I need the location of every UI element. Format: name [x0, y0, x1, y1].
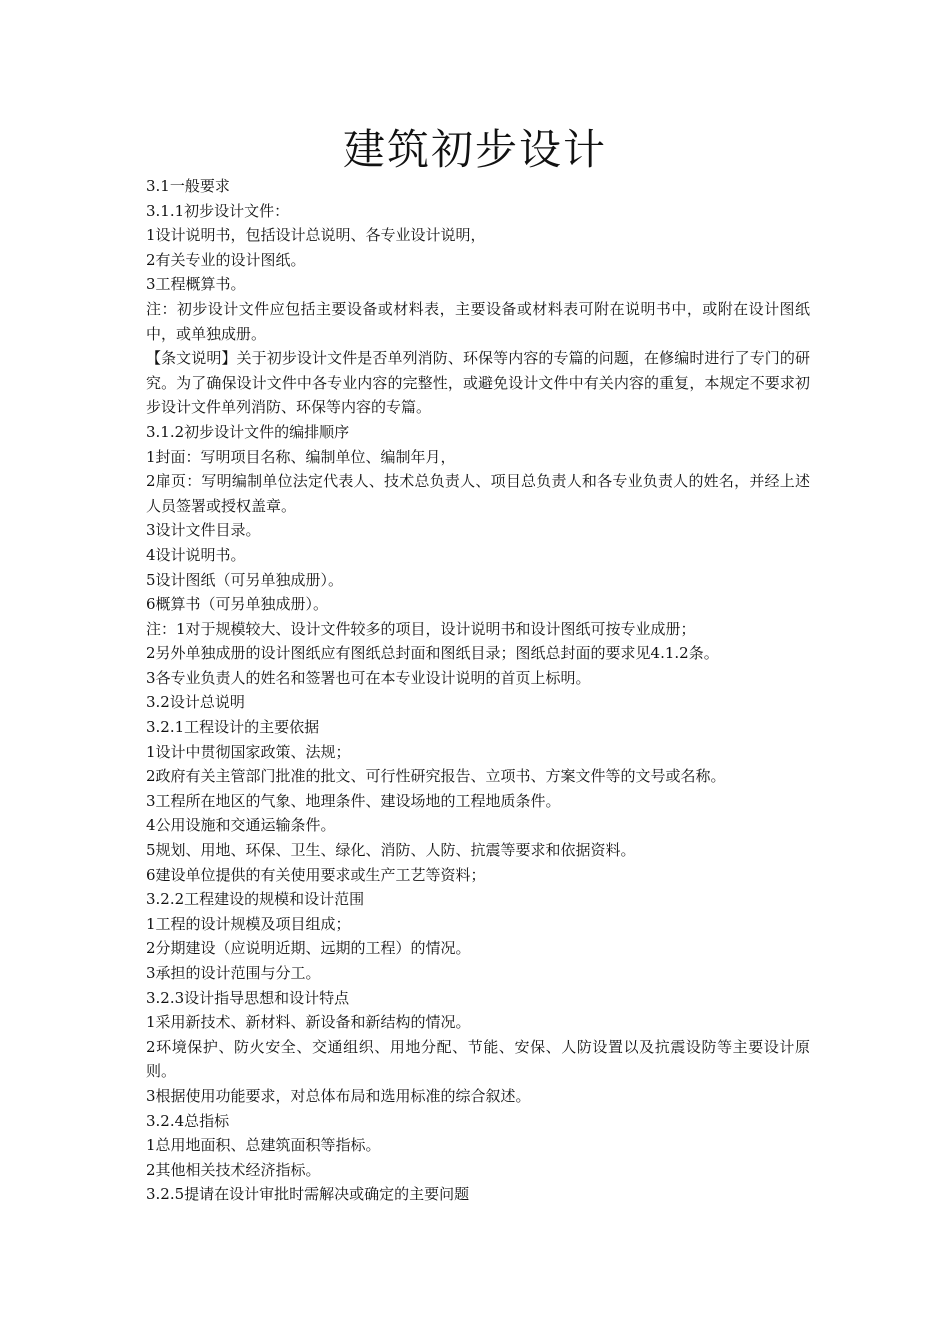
text-line: 5规划、用地、环保、卫生、绿化、消防、人防、抗震等要求和依据资料。 — [146, 841, 636, 860]
text-line: 2政府有关主管部门批准的批文、可行性研究报告、立项书、方案文件等的文号或名称。 — [146, 767, 726, 786]
text-line: 3工程概算书。 — [146, 275, 246, 294]
text-line: 3工程所在地区的气象、地理条件、建设场地的工程地质条件。 — [146, 791, 561, 810]
text-line: 1采用新技术、新材料、新设备和新结构的情况。 — [146, 1013, 471, 1032]
text-line: 1总用地面积、总建筑面积等指标。 — [146, 1136, 381, 1155]
text-line: 3.2.1工程设计的主要依据 — [146, 718, 320, 737]
text-line: 1设计中贯彻国家政策、法规； — [146, 742, 351, 761]
text-line: 4公用设施和交通运输条件。 — [146, 816, 336, 835]
text-line: 3承担的设计范围与分工。 — [146, 964, 321, 982]
text-line: 1设计说明书，包括设计总说明、各专业设计说明， — [146, 226, 486, 245]
text-line: 3.2.4总指标 — [146, 1111, 230, 1130]
text-line: 2另外单独成册的设计图纸应有图纸总封面和图纸目录；图纸总封面的要求见4.1.2条。 — [146, 644, 719, 663]
text-line: 3各专业负责人的姓名和签署也可在本专业设计说明的首页上标明。 — [146, 668, 591, 687]
text-line: 注：1对于规模较大、设计文件较多的项目，设计说明书和设计图纸可按专业成册； — [146, 619, 696, 638]
text-line: 3.1一般要求 — [146, 177, 230, 195]
text-line: 2分期建设（应说明近期、远期的工程）的情况。 — [146, 939, 471, 958]
text-line: 3.1.2初步设计文件的编排顺序 — [146, 422, 350, 441]
page-title: 建筑初步设计 — [342, 125, 607, 174]
text-line: 3.2.5提请在设计审批时需解决或确定的主要问题 — [146, 1185, 470, 1204]
text-line: 3.2.3设计指导思想和设计特点 — [146, 988, 350, 1007]
document-body — [146, 174, 810, 1207]
text-line: 注：初步设计文件应包括主要设备或材料表，主要设备或材料表可附在说明书中，或附在设计图纸中，或单独成册。 — [146, 299, 810, 343]
text-line: 2有关专业的设计图纸。 — [146, 250, 306, 269]
text-line: 4设计说明书。 — [146, 545, 246, 564]
text-line: 5设计图纸（可另单独成册）。 — [146, 570, 344, 589]
text-line: 6概算书（可另单独成册）。 — [146, 595, 329, 614]
text-line: 2扉页：写明编制单位法定代表人、技术总负责人、项目总负责人和各专业负责人的姓名，并经上述人员签署或授权盖章。 — [146, 472, 810, 515]
text-line: 3根据使用功能要求，对总体布局和选用标准的综合叙述。 — [146, 1086, 531, 1105]
text-line: 3.1.1初步设计文件： — [146, 201, 290, 220]
text-line: 2其他相关技术经济指标。 — [146, 1160, 321, 1179]
text-line: 1工程的设计规模及项目组成； — [146, 914, 351, 933]
text-line: 2环境保护、防火安全、交通组织、用地分配、节能、安保、人防设置以及抗震设防等主要设计原则。 — [146, 1037, 810, 1081]
text-line: 3.2.2工程建设的规模和设计范围 — [146, 890, 365, 909]
text-line: 3.2设计总说明 — [146, 693, 245, 712]
text-line: 【条文说明】关于初步设计文件是否单列消防、环保等内容的专篇的问题，在修编时进行了专门的研究。为了确保设计文件中各专业内容的完整性，或避免设计文件中有关内容的重复，本规定不要求初步设计文件单列消防、环保等内容的专篇。 — [146, 349, 810, 417]
text-line: 3设计文件目录。 — [146, 521, 261, 540]
text-line: 6建设单位提供的有关使用要求或生产工艺等资料； — [146, 865, 486, 884]
text-line: 1封面：写明项目名称、编制单位、编制年月， — [146, 447, 456, 466]
